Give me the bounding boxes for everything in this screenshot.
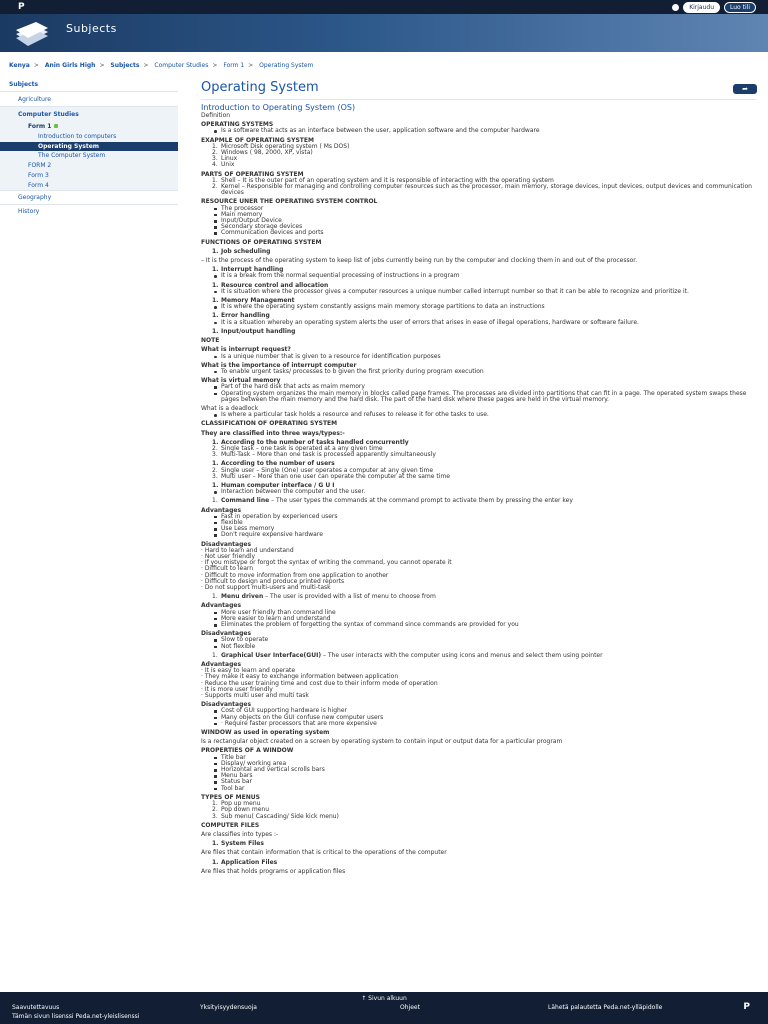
sidebar-item-agriculture[interactable]: Agriculture <box>0 92 178 107</box>
sidebar-item-computer-studies[interactable]: Computer Studies <box>0 107 178 122</box>
breadcrumb-item[interactable]: Kenya <box>9 62 30 69</box>
paragraph: · Reduce the user training time and cost due to their inform mode of operation <box>201 679 438 687</box>
subheading: Disadvantages <box>201 701 252 709</box>
subheading: They are classified into three ways/types:- <box>201 429 345 437</box>
subheading: PARTS OF OPERATING SYSTEM <box>201 170 304 178</box>
numbered-item: 3. Sub menu( Cascading/ Side kick menu) <box>201 814 757 820</box>
definition: – The user interacts with the computer using icons and menus and select them using pointer <box>321 651 603 659</box>
subheading: NOTE <box>201 337 220 345</box>
list-item: Input/Output Device <box>201 218 757 224</box>
sidebar-item-form-1[interactable] <box>0 122 178 132</box>
sidebar-item-form-3[interactable]: Form 3 <box>0 171 178 181</box>
list-item: Status bar <box>201 779 757 785</box>
subheading: COMPUTER FILES <box>201 821 260 829</box>
list-item: It is a break from the normal sequential processing of instructions in a program <box>201 273 757 279</box>
list-item: To enable urgent tasks/ processes to b given the first priority during program execution <box>201 369 757 375</box>
list-item: Eliminates the problem of forgetting the syntax of command since commands are provided for you <box>201 622 757 628</box>
paragraph: · It is more user friendly <box>201 685 273 693</box>
list-item: Title bar <box>201 755 757 761</box>
sidebar-item-intro[interactable]: Introduction to computers <box>0 132 178 142</box>
footer-logo: P <box>743 1002 750 1012</box>
numbered-item: 2. Single task – one task is operated at a any given time <box>201 446 757 452</box>
numbered-item: 1. Pop up menu <box>201 801 757 807</box>
list-item: Use Less memory <box>201 526 757 532</box>
list-item: Communication devices and ports <box>201 230 757 236</box>
numbered-item: 3. Multi user – More than one user can operate the computer at the same time <box>201 474 757 480</box>
list-item: It is situation where the processor gives a computer resources a unique number called interrupt number so that it can be able to recognize and prioritize it. <box>201 289 757 295</box>
license-text[interactable]: Tämän sivun lisenssi Peda.net-yleislisenssi <box>12 1013 140 1020</box>
numbered-item: 1. Shell – It is the outer part of an operating system and it is responsible of interacting with the operating system <box>201 178 757 184</box>
sidebar-item-form-2[interactable]: FORM 2 <box>0 161 178 171</box>
subheading: FUNCTIONS OF OPERATING SYSTEM <box>201 238 322 246</box>
numbered-item: 1. According to the number of tasks handled concurrently <box>201 440 757 446</box>
paragraph: · Supports multi user and multi task <box>201 692 309 700</box>
create-account-button[interactable]: Luo tili <box>724 2 756 13</box>
help-link[interactable]: Ohjeet <box>400 1004 420 1011</box>
numbered-item: 3. Multi-Task – More than one task is processed apparently simultaneously <box>201 452 757 458</box>
subheading: PROPERTIES OF A WINDOW <box>201 747 294 755</box>
list-item: It is where the operating system constantly assigns main memory storage partitions to data an instructions <box>201 304 757 310</box>
paragraph: Definition <box>201 112 231 119</box>
paragraph: · Difficult to move information from one application to another <box>201 571 389 579</box>
breadcrumb-item[interactable]: Operating System <box>259 62 314 69</box>
numbered-item: 3. Linux <box>201 156 757 162</box>
list-item: Is a unique number that is given to a resource for identification purposes <box>201 354 757 360</box>
subheading: TYPES OF MENUS <box>201 793 260 801</box>
subheading: What is the importance of interrupt computer <box>201 361 357 369</box>
subheading: Disadvantages <box>201 540 252 548</box>
top-bar <box>0 0 768 14</box>
numbered-item: 1. System Files <box>201 841 757 847</box>
list-item: Operating system organizes the main memory in blocks called page frames. The processes are divided into partitions that can fit in a page. The operated system swaps these pages between the main memory and the hard disk. The part of the hard disk where these pages are held in the virtual memory. <box>201 391 757 403</box>
definition: – The user types the commands at the command prompt to activate them by pressing the enter key <box>269 497 573 505</box>
login-button[interactable]: Kirjaudu <box>683 2 720 13</box>
breadcrumb-item[interactable]: Anin Girls High <box>44 62 96 69</box>
paragraph: · They make it easy to exchange information between application <box>201 673 399 681</box>
list-item: Is where a particular task holds a resource and refuses to release it for othe tasks to use. <box>201 412 757 418</box>
paragraph: – It is the process of the operating system to keep list of jobs currently being run by the computer and clocking them in and out of the processor. <box>201 257 638 265</box>
breadcrumb-item[interactable]: Subjects <box>110 62 140 69</box>
lock-icon <box>54 124 58 128</box>
paragraph: · Difficult to design and produce printed reports <box>201 577 345 585</box>
sidebar-item-form-4[interactable]: Form 4 <box>0 181 178 191</box>
numbered-item: 1. Interrupt handling <box>201 267 757 273</box>
list-item: Horizontal and vertical scrolls bars <box>201 767 757 773</box>
sidebar-item-operating-system[interactable]: Operating System <box>0 142 178 152</box>
page-title: Operating System <box>201 78 757 100</box>
definition: – The user is provided with a list of menu to choose from <box>263 593 436 601</box>
subheading: OPERATING SYSTEMS <box>201 121 274 129</box>
term: Command line <box>221 497 270 505</box>
back-to-top-link[interactable]: ↑ Sivun alkuun <box>361 995 407 1002</box>
sidebar-item-history[interactable]: History <box>18 207 40 215</box>
numbered-item: 1. Job scheduling <box>201 249 757 255</box>
subheading: Advantages <box>201 661 242 669</box>
subheading: What is interrupt request? <box>201 346 291 354</box>
numbered-item <box>201 498 757 504</box>
list-item: More user friendly than command line <box>201 610 757 616</box>
breadcrumb-item[interactable]: Form 1 <box>223 62 245 69</box>
paragraph: · It is easy to learn and operate <box>201 667 296 675</box>
paragraph: · Not user friendly <box>201 552 255 560</box>
breadcrumb-item[interactable]: Computer Studies <box>154 62 209 69</box>
subheading: WINDOW as used in operating system <box>201 729 330 737</box>
banner-title: Subjects <box>66 22 117 35</box>
globe-icon[interactable] <box>672 4 679 11</box>
list-item: Secondary storage devices <box>201 224 757 230</box>
footer <box>0 992 768 1024</box>
sidebar-item-computer-system[interactable]: The Computer System <box>0 151 178 161</box>
paragraph: Is a rectangular object created on a screen by operating system to contain input or output data for a particular program <box>201 738 563 746</box>
numbered-item: 1. Input/output handling <box>201 329 757 335</box>
subheading: EXAPMLE OF OPERATING SYSTEM <box>201 136 314 144</box>
numbered-item: 2. Single user – Single (One) user operates a computer at any given time <box>201 468 757 474</box>
numbered-item: 2. Kernel – Responsible for managing and controlling computer resources such as the processor, main memory, storage devices, input devices, output devices and communication devices <box>201 184 757 196</box>
list-item: The processor <box>201 206 757 212</box>
list-item: Slow to operate <box>201 637 757 643</box>
main-content <box>201 78 757 875</box>
subheading: CLASSIFICATION OF OPERATING SYSTEM <box>201 420 338 428</box>
list-item: Don't require expensive hardware <box>201 532 757 538</box>
list-item: Not flexible <box>201 644 757 650</box>
numbered-item: 2. Windows ( 98, 2000, XP, vista) <box>201 150 757 156</box>
breadcrumb: Kenya > Anin Girls High > Subjects > Computer Studies > Form 1 > Operating System <box>9 62 314 69</box>
list-item: More easier to learn and understand <box>201 616 757 622</box>
subheading: RESOURCE UNER THE OPERATING SYSTEM CONTROL <box>201 198 378 206</box>
paragraph: Are files that contain information that is critical to the operations of the computer <box>201 849 447 857</box>
subheading: Disadvantages <box>201 630 252 638</box>
numbered-item <box>201 594 757 600</box>
site-logo[interactable]: P <box>18 2 25 12</box>
article-body <box>201 113 757 875</box>
numbered-item: 1. According to the number of users <box>201 461 757 467</box>
list-item: flexible <box>201 520 757 526</box>
numbered-item: 1. Error handling <box>201 313 757 319</box>
privacy-link[interactable]: Yksityisyydensuoja <box>200 1004 257 1011</box>
numbered-item: 2. Pop down menu <box>201 807 757 813</box>
list-item: Interaction between the computer and the user. <box>201 489 757 495</box>
paragraph: What is a deadlock <box>201 404 259 412</box>
list-item: Display/ working area <box>201 761 757 767</box>
list-item: Tool bar <box>201 786 757 792</box>
sidebar-item-label: Form 1 <box>28 123 52 130</box>
list-item: Is a software that acts as an interface between the user, application software and the computer hardware <box>201 128 757 134</box>
paragraph: · Difficult to learn <box>201 565 254 573</box>
books-icon <box>14 18 50 48</box>
list-item: Fast in operation by experienced users <box>201 514 757 520</box>
term: Menu driven <box>221 593 264 601</box>
term: Graphical User Interface(GUI) <box>221 651 322 659</box>
numbered-item: 1. Memory Management <box>201 298 757 304</box>
list-item: It is a situation whereby an operating system alerts the user of errors that arises in ease of illegal operations, hardware or software failure. <box>201 320 757 326</box>
list-item: Menu bars <box>201 773 757 779</box>
feedback-link[interactable]: Lähetä palautetta Peda.net-ylläpidolle <box>548 1004 663 1011</box>
list-item: Cost of GUI supporting hardware is higher <box>201 708 757 714</box>
numbered-item: 1. Resource control and allocation <box>201 283 757 289</box>
share-button[interactable]: ➦ <box>733 84 757 94</box>
subheading: Advantages <box>201 506 242 514</box>
list-item: Part of the hard disk that acts as maim memory <box>201 384 757 390</box>
paragraph: Are classifies into types :- <box>201 830 279 838</box>
subheading: Advantages <box>201 602 242 610</box>
sidebar-heading[interactable]: Subjects <box>0 78 178 92</box>
numbered-item: 1. Application Files <box>201 860 757 866</box>
subheading: What is virtual memory <box>201 377 281 385</box>
numbered-item: 1. Human computer interface / G U I <box>201 483 757 489</box>
sidebar-item-geography[interactable]: Geography <box>0 191 178 205</box>
list-item: Many objects on the GUI confuse new computer users <box>201 715 757 721</box>
list-item: · Require faster processors that are more expensive <box>201 721 757 727</box>
paragraph: · Do not support multi-users and multi-task <box>201 584 331 591</box>
paragraph: · If you mistype or forgot the syntax of writing the command, you cannot operate it <box>201 559 452 567</box>
numbered-item <box>201 653 757 659</box>
paragraph: Are files that holds programs or application files <box>201 867 346 875</box>
sidebar <box>0 78 178 219</box>
numbered-item: 4. Unix <box>201 162 757 168</box>
accessibility-link[interactable]: Saavutettavuus <box>12 1004 60 1011</box>
paragraph: · Hard to learn and understand <box>201 546 294 554</box>
numbered-item: 1. Microsoft Disk operating system ( Ms DOS) <box>201 144 757 150</box>
subjects-banner <box>0 14 768 52</box>
list-item: Main memory <box>201 212 757 218</box>
section-heading: Introduction to Operating System (OS) <box>201 103 356 112</box>
